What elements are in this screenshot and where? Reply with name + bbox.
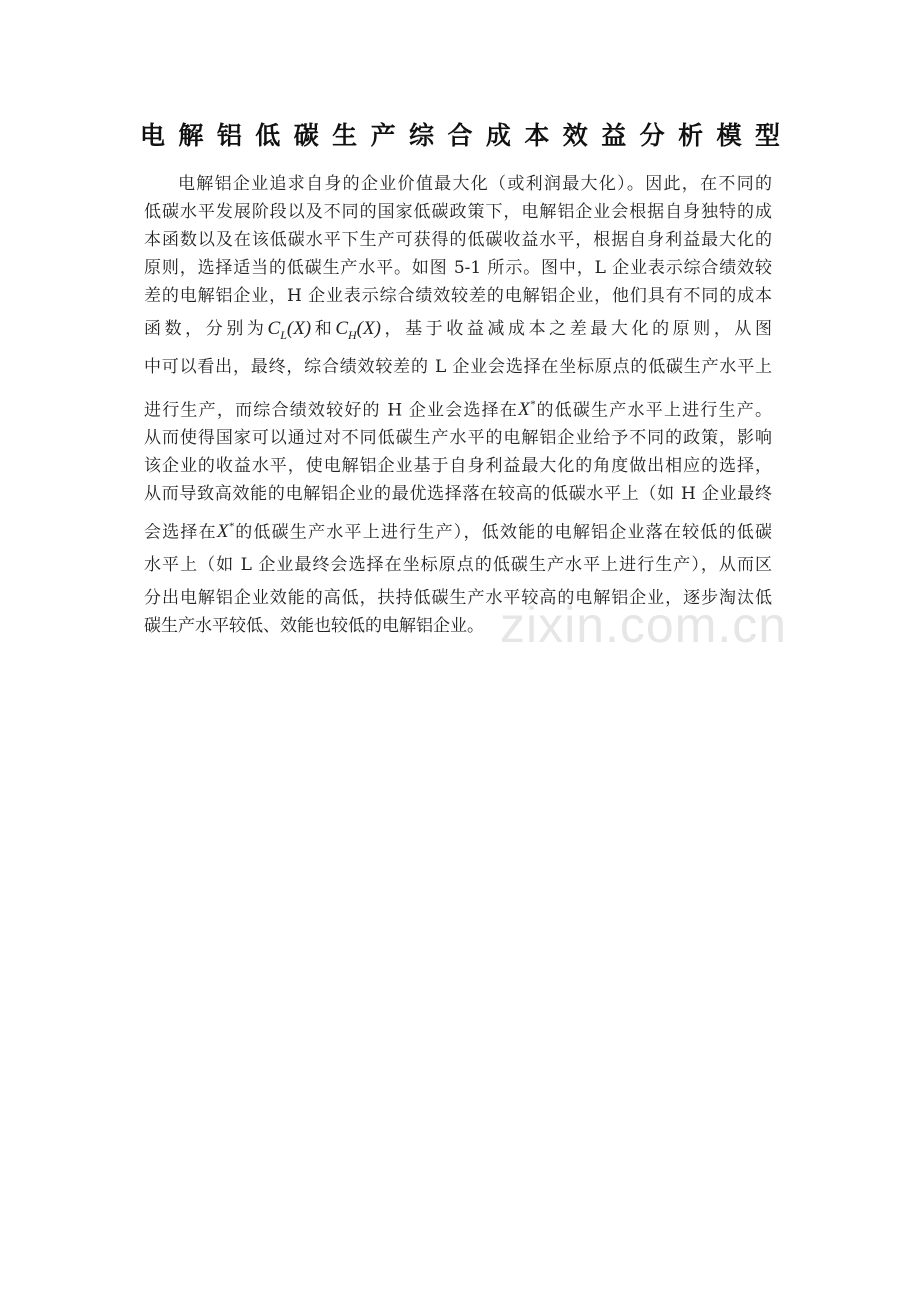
- line-12-prefix: 会选择在: [144, 522, 217, 543]
- paragraph-line-3: 本函数以及在该低碳水平下生产可获得的低碳收益水平，根据自身利益最大化的: [144, 230, 772, 250]
- optimal-level-symbol-2: [217, 521, 234, 542]
- paragraph-line-15: 碳生产水平较低、效能也较低的电解铝企业。: [144, 616, 484, 636]
- document-body: [144, 170, 772, 640]
- cost-function-h: [335, 318, 381, 342]
- paragraph-line-13: 水平上（如 L 企业最终会选择在坐标原点的低碳生产水平上进行生产），从而区: [144, 555, 772, 575]
- cost-function-h-subscript: H: [348, 327, 357, 342]
- cost-function-h-arg: (X): [356, 318, 381, 339]
- paragraph-line-14: 分出电解铝企业效能的高低，扶持低碳生产水平较高的电解铝企业，逐步淘汰低: [144, 588, 772, 608]
- line-8-suffix: 的低碳生产水平上进行生产。: [535, 400, 772, 421]
- optimal-level-star-2: *: [228, 521, 234, 533]
- paragraph-line-4: 原则，选择适当的低碳生产水平。如图 5-1 所示。图中，L 企业表示综合绩效较: [144, 258, 772, 278]
- line-6-prefix: 函数，分别为: [144, 319, 268, 339]
- optimal-level-symbol: [518, 399, 535, 420]
- paragraph-line-7: 中可以看出，最终，综合绩效较差的 L 企业会选择在坐标原点的低碳生产水平上: [144, 357, 772, 377]
- cost-function-l-subscript: L: [280, 327, 287, 342]
- line-8-prefix: 进行生产，而综合绩效较好的 H 企业会选择在: [144, 400, 519, 421]
- optimal-level-base: X: [518, 399, 530, 421]
- paragraph-line-9: 从而使得国家可以通过对不同低碳生产水平的电解铝企业给予不同的政策，影响: [144, 428, 772, 448]
- paragraph-line-12: [144, 508, 772, 546]
- optimal-level-base-2: X: [216, 521, 229, 543]
- optimal-level-star: *: [529, 399, 536, 411]
- line-12-suffix: 的低碳生产水平上进行生产），低效能的电解铝企业落在较低的低碳: [233, 522, 772, 543]
- cost-function-l-base: C: [267, 318, 281, 339]
- cost-function-l: [267, 318, 312, 342]
- paragraph-line-5: 差的电解铝企业，H 企业表示综合绩效较差的电解铝企业，他们具有不同的成本: [144, 286, 772, 306]
- paragraph-line-6: [144, 310, 772, 348]
- cost-function-l-arg: (X): [286, 318, 312, 339]
- paragraph-line-11: 从而导致高效能的电解铝企业的最优选择落在较高的低碳水平上（如 H 企业最终: [144, 484, 772, 504]
- paragraph-line-10: 该企业的收益水平，使电解铝企业基于自身利益最大化的角度做出相应的选择，: [144, 456, 772, 476]
- paragraph-line-2: 低碳水平发展阶段以及不同的国家低碳政策下，电解铝企业会根据自身独特的成: [144, 202, 772, 222]
- line-6-and: 和: [311, 319, 336, 339]
- site-watermark: zixin.com.cn: [500, 597, 788, 653]
- paragraph-line-8: [144, 386, 772, 424]
- paragraph-line-1: 电解铝企业追求自身的企业价值最大化（或利润最大化）。因此，在不同的: [178, 174, 772, 194]
- line-6-suffix: ，基于收益减成本之差最大化的原则，从图: [380, 319, 772, 339]
- cost-function-h-base: C: [335, 318, 348, 339]
- document-title: 电解铝低碳生产综合成本效益分析模型: [140, 121, 782, 150]
